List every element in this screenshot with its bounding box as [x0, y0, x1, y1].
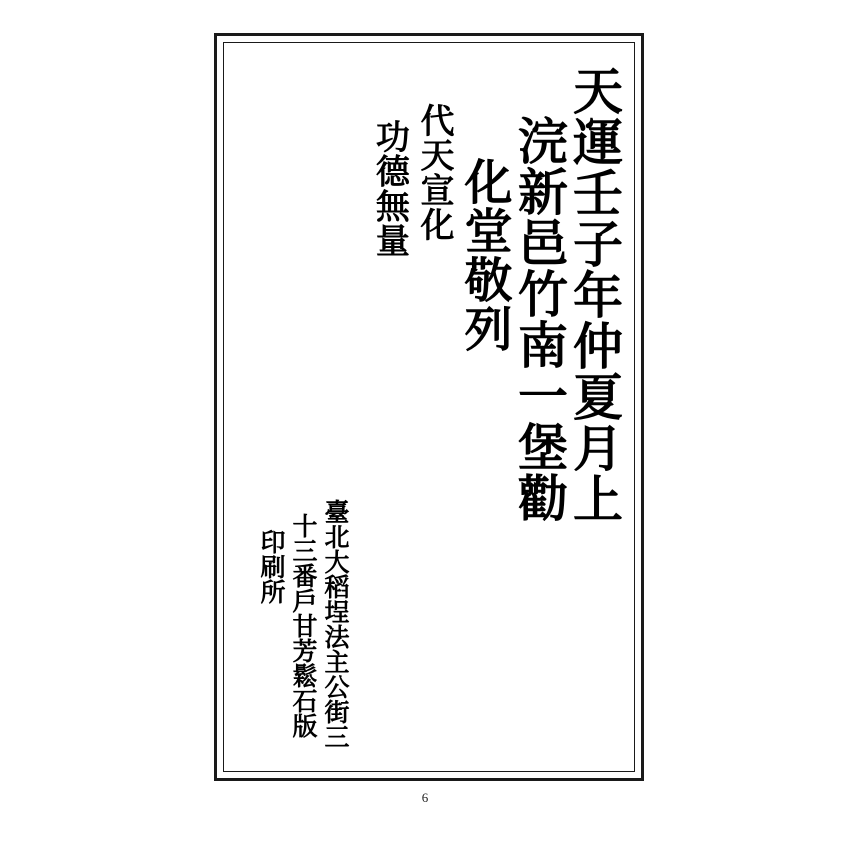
printed-plate-inner-border: [223, 42, 635, 772]
printed-plate-border: [214, 33, 644, 781]
main-column-1: 天運壬子年仲夏月上: [565, 65, 624, 524]
page-number: 6: [421, 790, 429, 805]
imprint-block: [252, 499, 348, 749]
imprint-column-1: 臺北大稻埕法主公街三: [321, 499, 350, 749]
secondary-column-2: 功德無量: [369, 119, 410, 258]
imprint-column-2: 十三番戶甘芳鬆石版: [289, 513, 318, 738]
secondary-column-1: 代天宣化: [414, 103, 455, 242]
imprint-column-3: 印刷所: [257, 529, 286, 604]
main-column-3: 化堂敬列: [456, 157, 512, 353]
main-column-2: 浣新邑竹南一堡勸: [510, 115, 569, 523]
